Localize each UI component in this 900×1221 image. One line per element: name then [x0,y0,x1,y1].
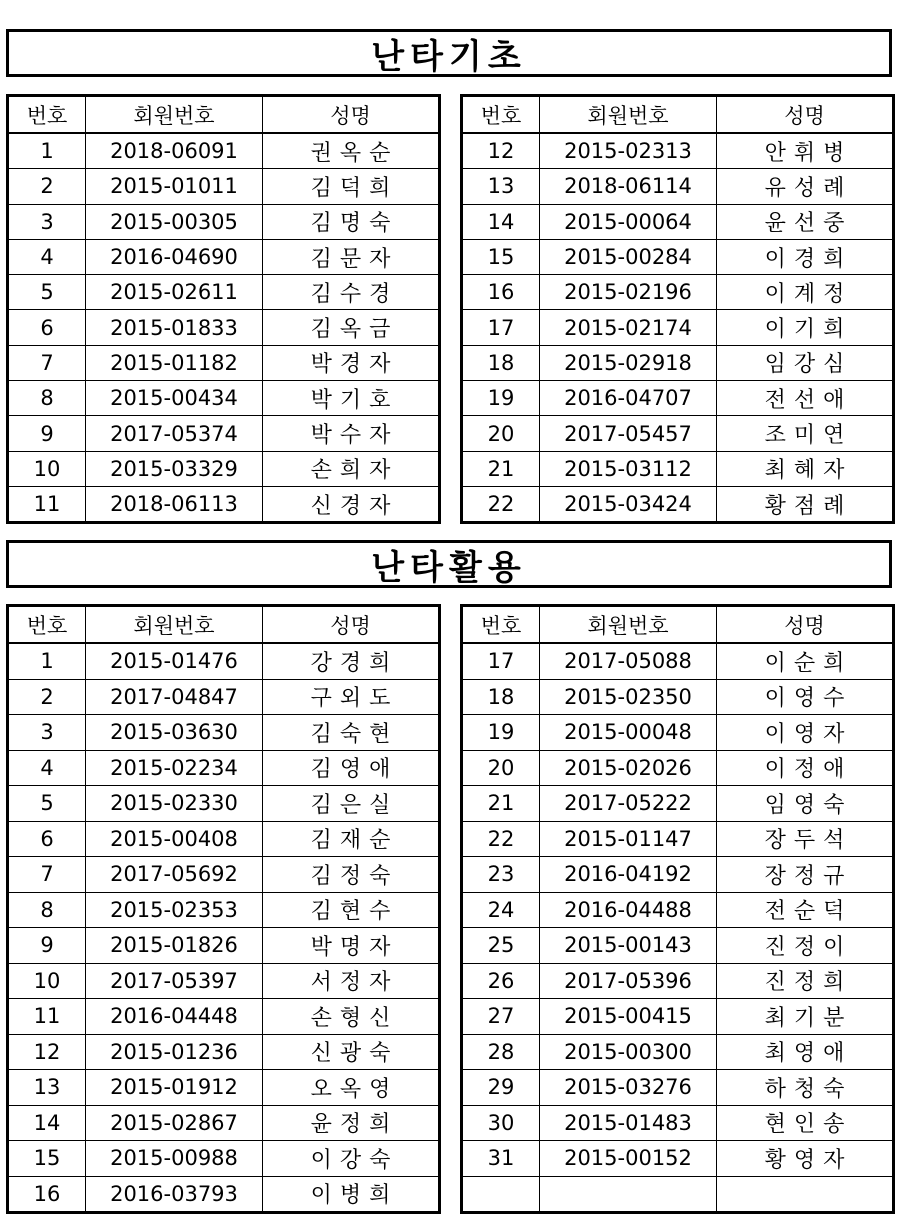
cell-name: 이순희 [717,643,894,679]
table-row [462,999,894,1035]
cell-number: 20 [462,416,540,451]
cell-name: 손형신 [263,999,440,1035]
cell-member-id: 2016-03793 [86,1176,263,1213]
cell-number: 4 [8,750,86,786]
table-row [8,786,440,822]
cell-member-id: 2015-01826 [86,928,263,964]
cell-member-id: 2015-00434 [86,381,263,416]
table-row [8,416,440,451]
cell-number: 8 [8,381,86,416]
table-row [8,239,440,274]
cell-member-id: 2016-04192 [540,857,717,893]
cell-member-id: 2015-00284 [540,239,717,274]
cell-number: 13 [8,1070,86,1106]
cell-member-id: 2015-01011 [86,169,263,204]
table-row [462,1070,894,1106]
cell-member-id: 2015-03424 [540,486,717,522]
header-name: 성명 [717,96,894,134]
cell-name: 전선애 [717,381,894,416]
cell-member-id: 2015-02234 [86,750,263,786]
cell-name: 최영애 [717,1034,894,1070]
cell-member-id [540,1176,717,1213]
cell-member-id: 2015-00152 [540,1141,717,1177]
cell-member-id: 2015-01912 [86,1070,263,1106]
cell-number: 26 [462,963,540,999]
cell-number: 5 [8,275,86,310]
cell-number: 16 [462,275,540,310]
table-header-row [8,606,440,644]
cell-member-id: 2015-02313 [540,133,717,169]
table-row [462,928,894,964]
cell-name: 진정이 [717,928,894,964]
cell-number: 5 [8,786,86,822]
cell-name: 김재순 [263,821,440,857]
cell-number: 31 [462,1141,540,1177]
cell-name: 박명자 [263,928,440,964]
cell-member-id: 2015-01483 [540,1105,717,1141]
cell-number: 11 [8,486,86,522]
table-row [462,1176,894,1213]
cell-name: 이영자 [717,715,894,751]
cell-name: 강경희 [263,643,440,679]
cell-number: 10 [8,963,86,999]
table-row [8,1176,440,1213]
table-row [462,857,894,893]
cell-name: 임강심 [717,345,894,380]
header-name: 성명 [263,96,440,134]
table-row [462,892,894,928]
cell-member-id: 2015-02918 [540,345,717,380]
cell-number: 4 [8,239,86,274]
cell-number: 7 [8,345,86,380]
cell-name: 윤선중 [717,204,894,239]
table-row [462,204,894,239]
table-row [8,715,440,751]
cell-number: 8 [8,892,86,928]
cell-name: 이강숙 [263,1141,440,1177]
cell-name: 윤정희 [263,1105,440,1141]
table-header-row [462,606,894,644]
cell-member-id: 2015-02174 [540,310,717,345]
table-row [8,486,440,522]
cell-number: 3 [8,204,86,239]
cell-name: 박경자 [263,345,440,380]
section-title-basic: 난타기초 [6,29,892,77]
table-row [8,1034,440,1070]
table-row [8,821,440,857]
table-row [8,451,440,486]
table-row [462,345,894,380]
cell-name: 김옥금 [263,310,440,345]
cell-name: 이정애 [717,750,894,786]
cell-member-id: 2017-05222 [540,786,717,822]
table-row [8,857,440,893]
cell-number [462,1176,540,1213]
table-row [462,715,894,751]
cell-number: 1 [8,133,86,169]
table-row [8,169,440,204]
cell-name: 이계정 [717,275,894,310]
roster-table-basic-right [460,94,895,524]
table-row [8,1105,440,1141]
cell-name: 김은실 [263,786,440,822]
table-row [462,416,894,451]
cell-number: 6 [8,310,86,345]
cell-member-id: 2016-04488 [540,892,717,928]
table-row [462,310,894,345]
table-row [462,381,894,416]
table-row [462,239,894,274]
cell-number: 14 [462,204,540,239]
cell-name: 김현수 [263,892,440,928]
cell-member-id: 2017-05692 [86,857,263,893]
cell-name: 안휘병 [717,133,894,169]
cell-number: 15 [8,1141,86,1177]
cell-number: 16 [8,1176,86,1213]
table-row [8,204,440,239]
header-number: 번호 [462,96,540,134]
cell-name [717,1176,894,1213]
cell-name: 박수자 [263,416,440,451]
cell-member-id: 2015-03112 [540,451,717,486]
cell-name: 김덕희 [263,169,440,204]
cell-member-id: 2015-01236 [86,1034,263,1070]
cell-name: 신경자 [263,486,440,522]
cell-name: 이병희 [263,1176,440,1213]
table-row [8,643,440,679]
header-number: 번호 [8,606,86,644]
cell-name: 현인송 [717,1105,894,1141]
cell-member-id: 2018-06091 [86,133,263,169]
cell-number: 17 [462,643,540,679]
cell-number: 29 [462,1070,540,1106]
table-row [8,928,440,964]
cell-member-id: 2015-03329 [86,451,263,486]
cell-member-id: 2017-05374 [86,416,263,451]
cell-name: 장정규 [717,857,894,893]
table-row [8,679,440,715]
cell-name: 황점례 [717,486,894,522]
table-row [462,451,894,486]
cell-member-id: 2015-01476 [86,643,263,679]
table-row [462,1105,894,1141]
cell-name: 오옥영 [263,1070,440,1106]
cell-member-id: 2015-00408 [86,821,263,857]
table-row [8,1141,440,1177]
cell-name: 이기희 [717,310,894,345]
cell-number: 9 [8,928,86,964]
cell-number: 13 [462,169,540,204]
table-row [462,486,894,522]
cell-member-id: 2016-04690 [86,239,263,274]
cell-number: 7 [8,857,86,893]
table-row [462,679,894,715]
cell-number: 19 [462,381,540,416]
table-row [462,821,894,857]
cell-member-id: 2015-00064 [540,204,717,239]
cell-member-id: 2015-02350 [540,679,717,715]
header-name: 성명 [263,606,440,644]
cell-member-id: 2015-00305 [86,204,263,239]
cell-number: 18 [462,679,540,715]
cell-number: 6 [8,821,86,857]
table-header-row [8,96,440,134]
cell-name: 전순덕 [717,892,894,928]
cell-number: 25 [462,928,540,964]
cell-name: 최혜자 [717,451,894,486]
cell-name: 장두석 [717,821,894,857]
cell-member-id: 2017-05397 [86,963,263,999]
cell-member-id: 2015-01833 [86,310,263,345]
cell-member-id: 2015-02867 [86,1105,263,1141]
cell-name: 이경희 [717,239,894,274]
cell-member-id: 2018-06114 [540,169,717,204]
cell-number: 9 [8,416,86,451]
cell-name: 임영숙 [717,786,894,822]
header-name: 성명 [717,606,894,644]
cell-name: 손희자 [263,451,440,486]
cell-name: 하청숙 [717,1070,894,1106]
table-row [8,310,440,345]
cell-member-id: 2015-03630 [86,715,263,751]
table-row [462,133,894,169]
cell-name: 김수경 [263,275,440,310]
cell-name: 황영자 [717,1141,894,1177]
table-row [8,275,440,310]
cell-name: 최기분 [717,999,894,1035]
table-row [462,643,894,679]
table-row [8,892,440,928]
table-row [462,786,894,822]
cell-name: 구외도 [263,679,440,715]
table-header-row [462,96,894,134]
cell-number: 1 [8,643,86,679]
roster-table-applied-left [6,604,441,1214]
section-title-applied: 난타활용 [6,540,892,588]
cell-number: 20 [462,750,540,786]
table-row [8,381,440,416]
cell-number: 21 [462,786,540,822]
cell-member-id: 2017-05457 [540,416,717,451]
cell-member-id: 2015-02353 [86,892,263,928]
cell-member-id: 2015-01182 [86,345,263,380]
cell-member-id: 2015-02196 [540,275,717,310]
table-row [462,275,894,310]
cell-member-id: 2017-05088 [540,643,717,679]
table-row [8,750,440,786]
cell-member-id: 2015-03276 [540,1070,717,1106]
table-row [462,963,894,999]
cell-number: 28 [462,1034,540,1070]
cell-number: 27 [462,999,540,1035]
cell-member-id: 2015-00300 [540,1034,717,1070]
cell-number: 24 [462,892,540,928]
cell-name: 김영애 [263,750,440,786]
cell-number: 19 [462,715,540,751]
cell-number: 18 [462,345,540,380]
cell-member-id: 2015-02330 [86,786,263,822]
table-row [8,999,440,1035]
cell-number: 22 [462,821,540,857]
cell-name: 신광숙 [263,1034,440,1070]
table-row [8,345,440,380]
cell-name: 박기호 [263,381,440,416]
header-member-id: 회원번호 [86,96,263,134]
header-member-id: 회원번호 [86,606,263,644]
header-number: 번호 [8,96,86,134]
cell-number: 30 [462,1105,540,1141]
cell-name: 김문자 [263,239,440,274]
cell-name: 유성례 [717,169,894,204]
cell-member-id: 2017-04847 [86,679,263,715]
table-row [8,1070,440,1106]
table-row [462,169,894,204]
cell-member-id: 2015-01147 [540,821,717,857]
cell-member-id: 2015-00988 [86,1141,263,1177]
table-row [462,1141,894,1177]
cell-name: 김숙현 [263,715,440,751]
roster-table-applied-right [460,604,895,1214]
cell-number: 11 [8,999,86,1035]
cell-member-id: 2015-00048 [540,715,717,751]
header-member-id: 회원번호 [540,606,717,644]
cell-member-id: 2017-05396 [540,963,717,999]
header-member-id: 회원번호 [540,96,717,134]
cell-number: 3 [8,715,86,751]
cell-member-id: 2016-04448 [86,999,263,1035]
cell-name: 조미연 [717,416,894,451]
cell-name: 이영수 [717,679,894,715]
roster-table-basic-left [6,94,441,524]
cell-name: 서정자 [263,963,440,999]
table-row [8,133,440,169]
cell-number: 23 [462,857,540,893]
cell-member-id: 2016-04707 [540,381,717,416]
cell-name: 권옥순 [263,133,440,169]
table-row [462,1034,894,1070]
table-row [8,963,440,999]
table-row [462,750,894,786]
cell-number: 21 [462,451,540,486]
cell-member-id: 2018-06113 [86,486,263,522]
header-number: 번호 [462,606,540,644]
cell-number: 14 [8,1105,86,1141]
cell-number: 22 [462,486,540,522]
cell-name: 김정숙 [263,857,440,893]
cell-member-id: 2015-00143 [540,928,717,964]
cell-name: 진정희 [717,963,894,999]
cell-number: 12 [462,133,540,169]
cell-name: 김명숙 [263,204,440,239]
cell-number: 2 [8,679,86,715]
cell-number: 10 [8,451,86,486]
cell-number: 15 [462,239,540,274]
cell-number: 2 [8,169,86,204]
cell-number: 12 [8,1034,86,1070]
cell-number: 17 [462,310,540,345]
cell-member-id: 2015-02611 [86,275,263,310]
cell-member-id: 2015-02026 [540,750,717,786]
cell-member-id: 2015-00415 [540,999,717,1035]
